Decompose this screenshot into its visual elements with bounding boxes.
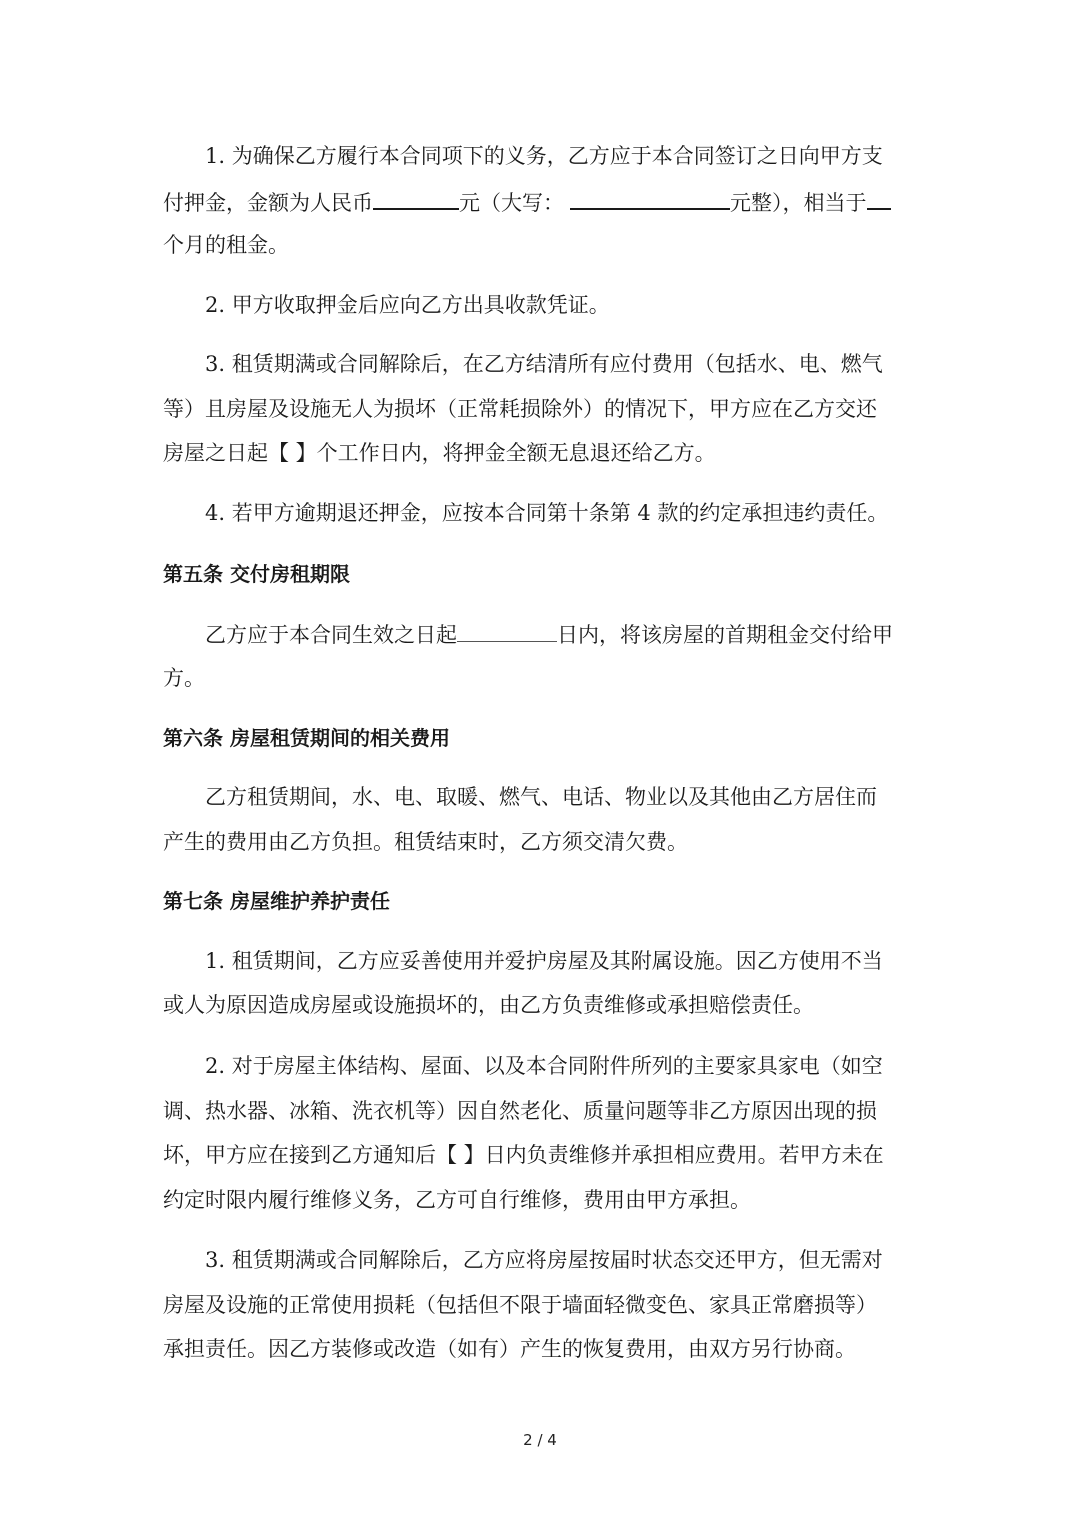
maintenance-para2-line2: 调、热水器、冰箱、洗衣机等）因自然老化、质量问题等非乙方原因出现的损 xyxy=(163,1099,877,1123)
deposit-para3-line1: 3. 租赁期满或合同解除后，在乙方结清所有应付费用（包括水、电、燃气 xyxy=(205,352,883,376)
page-indicator: 2 / 4 xyxy=(523,1431,557,1449)
maintenance-para3-line1: 3. 租赁期满或合同解除后，乙方应将房屋按届时状态交还甲方，但无需对 xyxy=(205,1248,883,1272)
maintenance-para2-line3: 坏，甲方应在接到乙方通知后【 】日内负责维修并承担相应费用。若甲方未在 xyxy=(163,1143,884,1167)
rent-due-days-blank xyxy=(457,619,557,642)
deposit-para1-line2 xyxy=(163,186,891,216)
rent-due-label: 乙方应于本合同生效之日起 xyxy=(205,623,457,647)
clause6-heading: 第六条 房屋租赁期间的相关费用 xyxy=(163,726,450,750)
deposit-capital-blank xyxy=(570,186,730,210)
maintenance-para2-line1: 2. 对于房屋主体结构、屋面、以及本合同附件所列的主要家具家电（如空 xyxy=(205,1054,883,1078)
deposit-para2: 2. 甲方收取押金后应向乙方出具收款凭证。 xyxy=(205,293,610,317)
clause5-line2: 方。 xyxy=(163,666,205,690)
clause7-heading: 第七条 房屋维护养护责任 xyxy=(163,889,390,913)
clause5-heading: 第五条 交付房租期限 xyxy=(163,562,350,586)
deposit-para1-line1: 1. 为确保乙方履行本合同项下的义务，乙方应于本合同签订之日向甲方支 xyxy=(205,144,883,168)
maintenance-para1-line2: 或人为原因造成房屋或设施损坏的，由乙方负责维修或承担赔偿责任。 xyxy=(163,993,814,1017)
deposit-para3-line2: 等）且房屋及设施无人为损坏（正常耗损除外）的情况下，甲方应在乙方交还 xyxy=(163,397,877,421)
deposit-equivalent-label: 元整），相当于 xyxy=(730,191,867,215)
deposit-para3-line3: 房屋之日起【 】个工作日内，将押金全额无息退还给乙方。 xyxy=(163,441,716,465)
clause6-line2: 产生的费用由乙方负担。租赁结束时，乙方须交清欠费。 xyxy=(163,830,688,854)
deposit-capital-label: 元（大写： xyxy=(459,191,564,215)
clause5-line1 xyxy=(205,619,893,649)
maintenance-para2-line4: 约定时限内履行维修义务，乙方可自行维修，费用由甲方承担。 xyxy=(163,1188,751,1212)
deposit-months-blank xyxy=(867,186,891,210)
clause6-line1: 乙方租赁期间，水、电、取暖、燃气、电话、物业以及其他由乙方居住而 xyxy=(205,785,877,809)
maintenance-para1-line1: 1. 租赁期间，乙方应妥善使用并爱护房屋及其附属设施。因乙方使用不当 xyxy=(205,949,883,973)
rent-due-tail: 日内，将该房屋的首期租金交付给甲 xyxy=(557,623,893,647)
deposit-para1-line3: 个月的租金。 xyxy=(163,233,289,257)
deposit-amount-blank xyxy=(373,186,459,210)
deposit-para4: 4. 若甲方逾期退还押金，应按本合同第十条第 4 款的约定承担违约责任。 xyxy=(205,501,889,525)
maintenance-para3-line3: 承担责任。因乙方装修或改造（如有）产生的恢复费用，由双方另行协商。 xyxy=(163,1337,856,1361)
maintenance-para3-line2: 房屋及设施的正常使用损耗（包括但不限于墙面轻微变色、家具正常磨损等） xyxy=(163,1293,877,1317)
deposit-amount-label: 付押金，金额为人民币 xyxy=(163,191,373,215)
